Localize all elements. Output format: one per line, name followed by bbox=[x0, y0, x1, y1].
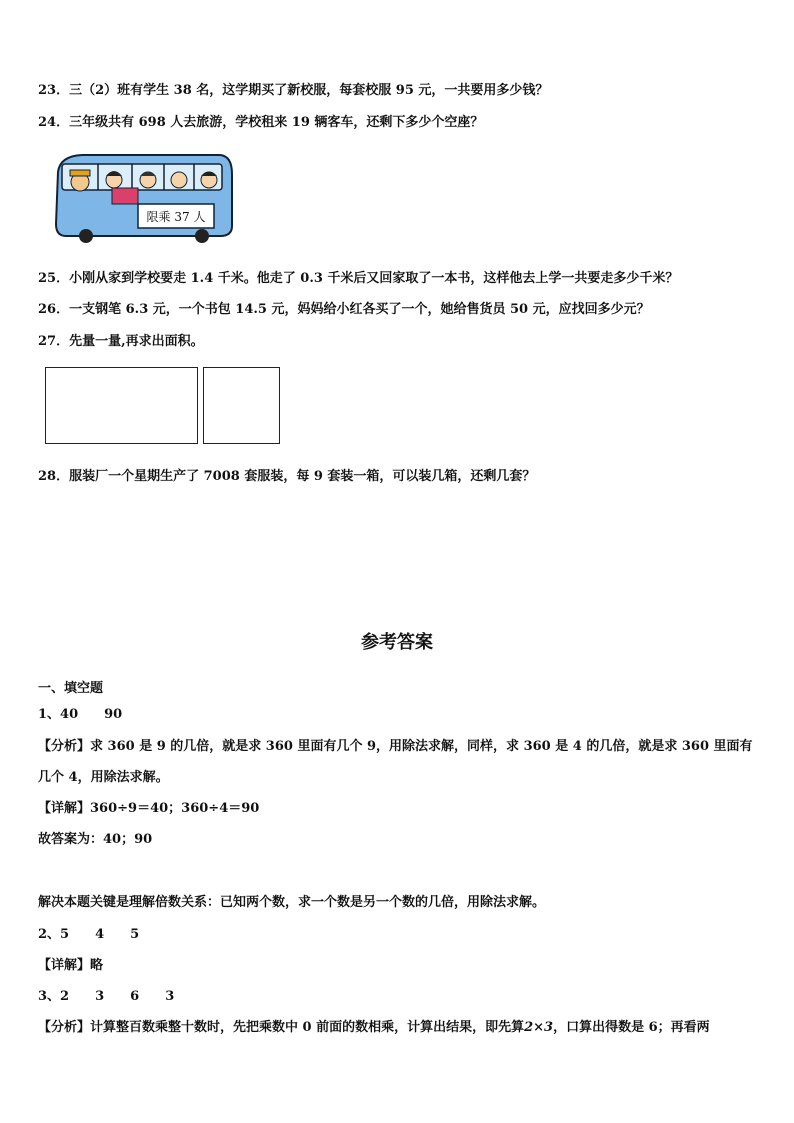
question-24: 24．三年级共有 698 人去旅游，学校租来 19 辆客车，还剩下多少个空座？ bbox=[38, 115, 484, 130]
question-27: 27．先量一量,再求出面积。 bbox=[38, 334, 204, 349]
answer-3-expression: 2×3 bbox=[524, 1020, 554, 1035]
bus-sign: 限乘 37 人 bbox=[146, 210, 206, 224]
answer-3-value-2: 3 bbox=[95, 989, 105, 1004]
section-heading: 一、填空题 bbox=[38, 681, 104, 696]
answer-1-num: 1、40 bbox=[38, 707, 79, 722]
question-25: 25．小刚从家到学校要走 1.4 千米。他走了 0.3 千米后又回家取了一本书，这样他去上学一共要走多少千米？ bbox=[38, 271, 679, 286]
answer-1-result: 故答案为：40；90 bbox=[38, 832, 153, 847]
answer-1-value-2: 90 bbox=[104, 707, 123, 722]
answer-1-analysis: 【分析】求 360 是 9 的几倍，就是求 360 里面有几个 9，用除法求解，同样，求 360 是 4 的几倍，就是求 360 里面有 bbox=[38, 739, 753, 754]
answer-3 bbox=[38, 988, 764, 1006]
answer-3-analysis-tail: ，口算出得数是 6；再看两 bbox=[553, 1020, 710, 1035]
answer-3-num: 3、2 bbox=[38, 989, 70, 1004]
question-28: 28．服装厂一个星期生产了 7008 套服装，每 9 套装一箱，可以装几箱，还剩几套？ bbox=[38, 469, 536, 484]
answer-2-detail: 【详解】略 bbox=[38, 958, 104, 973]
answer-3-value-3: 6 bbox=[130, 989, 140, 1004]
answer-3-value-4: 3 bbox=[165, 989, 175, 1004]
answer-1-detail: 【详解】360÷9＝40；360÷4＝90 bbox=[38, 801, 260, 816]
answer-1 bbox=[38, 706, 764, 724]
answer-2-value-3: 5 bbox=[130, 927, 140, 942]
question-23: 23．三（2）班有学生 38 名，这学期买了新校服，每套校服 95 元，一共要用多少钱？ bbox=[38, 83, 549, 98]
answer-key-title: 参考答案 bbox=[361, 632, 433, 653]
answer-2-value-2: 4 bbox=[95, 927, 105, 942]
square-shape bbox=[203, 367, 280, 444]
bus-illustration bbox=[52, 152, 234, 244]
answer-2 bbox=[38, 926, 764, 944]
question-26: 26．一支钢笔 6.3 元，一个书包 14.5 元，妈妈给小红各买了一个，她给售货员 50 元，应找回多少元？ bbox=[38, 302, 650, 317]
answer-3-analysis bbox=[38, 1019, 764, 1037]
answer-1-summary: 解决本题关键是理解倍数关系：已知两个数，求一个数是另一个数的几倍，用除法求解。 bbox=[38, 895, 546, 910]
answer-3-analysis-text: 【分析】计算整百数乘整十数时，先把乘数中 0 前面的数相乘，计算出结果，即先算 bbox=[38, 1020, 525, 1035]
answer-2-num: 2、5 bbox=[38, 927, 70, 942]
answer-1-analysis-cont: 几个 4，用除法求解。 bbox=[38, 770, 169, 785]
rectangle-shape bbox=[45, 367, 198, 444]
